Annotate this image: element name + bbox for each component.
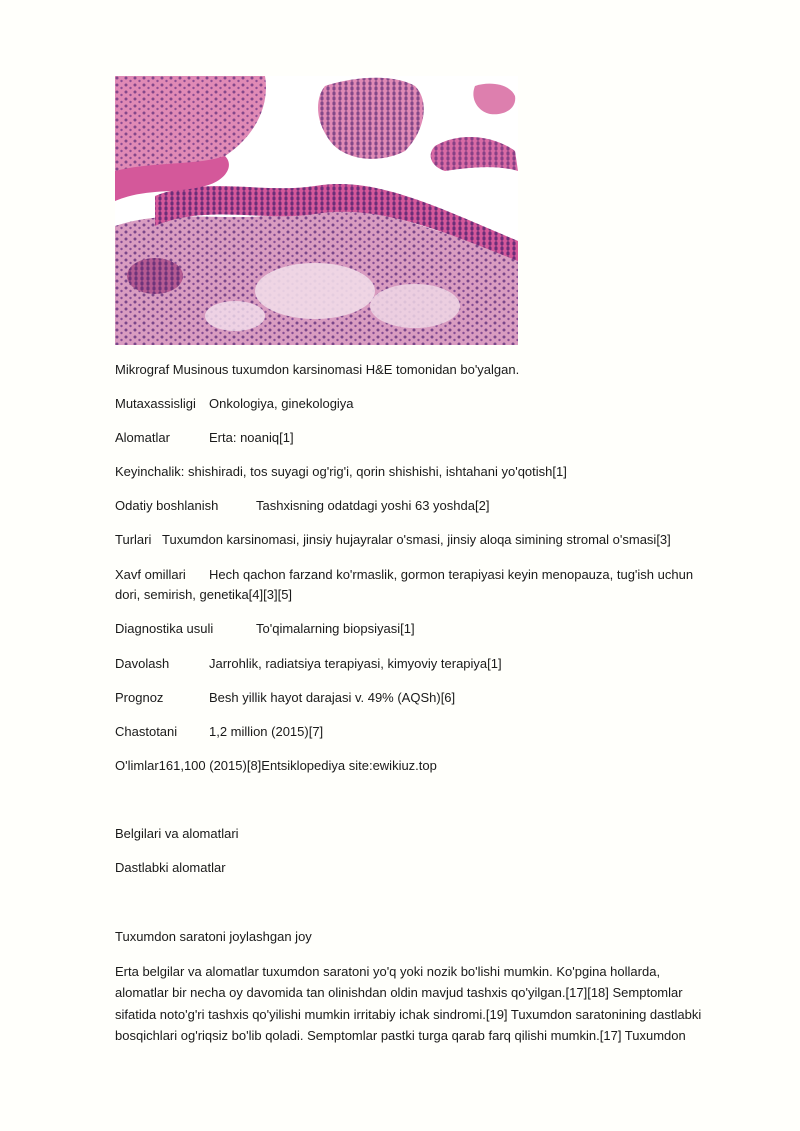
infobox-label: Odatiy boshlanish bbox=[115, 498, 219, 513]
infobox-value: Tashxisning odatdagi yoshi 63 yoshda[2] bbox=[256, 498, 490, 513]
figure-caption: Mikrograf Musinous tuxumdon karsinomasi H&E tomonidan bo'yalgan. bbox=[115, 362, 520, 377]
body-paragraph: Erta belgilar va alomatlar tuxumdon saratoni yo'q yoki nozik bo'lishi mumkin. Ko'pgina hollarda, alomatlar bir necha oy davomida tan olinishdan oldin mavjud tashxis qo'yilgan.[17][18] Semptomlar sifatida noto'g'ri tashxis qo'yilishi mumkin irritabiy ichak sindromi.[19] Tuxumdon saratonining dastlabki bosqichlari og'riqsiz bo'lib qoladi. Semptomlar pastki turga qarab farq qilishi mumkin.[17] Tuxumdon bbox=[115, 964, 702, 1043]
infobox-value: Besh yillik hayot darajasi v. 49% (AQSh)[6] bbox=[209, 690, 456, 705]
infobox-row-specialty bbox=[115, 396, 715, 412]
infobox-row-types bbox=[115, 532, 715, 548]
infobox-value: Jarrohlik, radiatsiya terapiyasi, kimyoviy terapiya[1] bbox=[209, 656, 502, 671]
infobox-row-risk-factors bbox=[115, 567, 715, 583]
infobox-label: Diagnostika usuli bbox=[115, 621, 214, 636]
section-heading-early-symptoms: Dastlabki alomatlar bbox=[115, 860, 226, 875]
infobox-label: Chastotani bbox=[115, 724, 178, 739]
infobox-row-diagnosis bbox=[115, 621, 715, 637]
infobox-row-symptoms bbox=[115, 430, 715, 446]
infobox-row-treatment bbox=[115, 656, 715, 672]
infobox-label: Mutaxassisligi bbox=[115, 396, 196, 411]
infobox-label: Xavf omillari bbox=[115, 567, 186, 582]
infobox-value: Hech qachon farzand ko'rmaslik, gormon terapiyasi keyin menopauza, tug'ish uchun bbox=[209, 567, 694, 582]
infobox-value: To'qimalarning biopsiyasi[1] bbox=[256, 621, 415, 636]
infobox-value: Onkologiya, ginekologiya bbox=[209, 396, 354, 411]
infobox-row-risk-factors-cont: dori, semirish, genetika[4][3][5] bbox=[115, 587, 293, 602]
infobox-label: Prognoz bbox=[115, 690, 164, 705]
infobox-value: 1,2 million (2015)[7] bbox=[209, 724, 324, 739]
section-heading-signs: Belgilari va alomatlari bbox=[115, 826, 239, 841]
infobox-row-frequency bbox=[115, 724, 715, 740]
infobox-label: Turlari bbox=[115, 532, 152, 547]
infobox-row-later-symptoms: Keyinchalik: shishiradi, tos suyagi og'rig'i, qorin shishishi, ishtahani yo'qotish[1] bbox=[115, 464, 567, 479]
infobox-row-deaths: O'limlar161,100 (2015)[8]Entsiklopediya site:ewikiuz.top bbox=[115, 758, 437, 773]
micrograph-image bbox=[115, 76, 518, 345]
infobox-label: Alomatlar bbox=[115, 430, 170, 445]
infobox-row-onset bbox=[115, 498, 715, 514]
location-caption: Tuxumdon saratoni joylashgan joy bbox=[115, 929, 312, 944]
infobox-value: Tuxumdon karsinomasi, jinsiy hujayralar o'smasi, jinsiy aloqa simining stromal o'smasi[3] bbox=[162, 532, 671, 547]
infobox-row-prognosis bbox=[115, 690, 715, 706]
infobox-label: Davolash bbox=[115, 656, 170, 671]
micrograph-svg bbox=[115, 76, 518, 345]
infobox-value: Erta: noaniq[1] bbox=[209, 430, 294, 445]
